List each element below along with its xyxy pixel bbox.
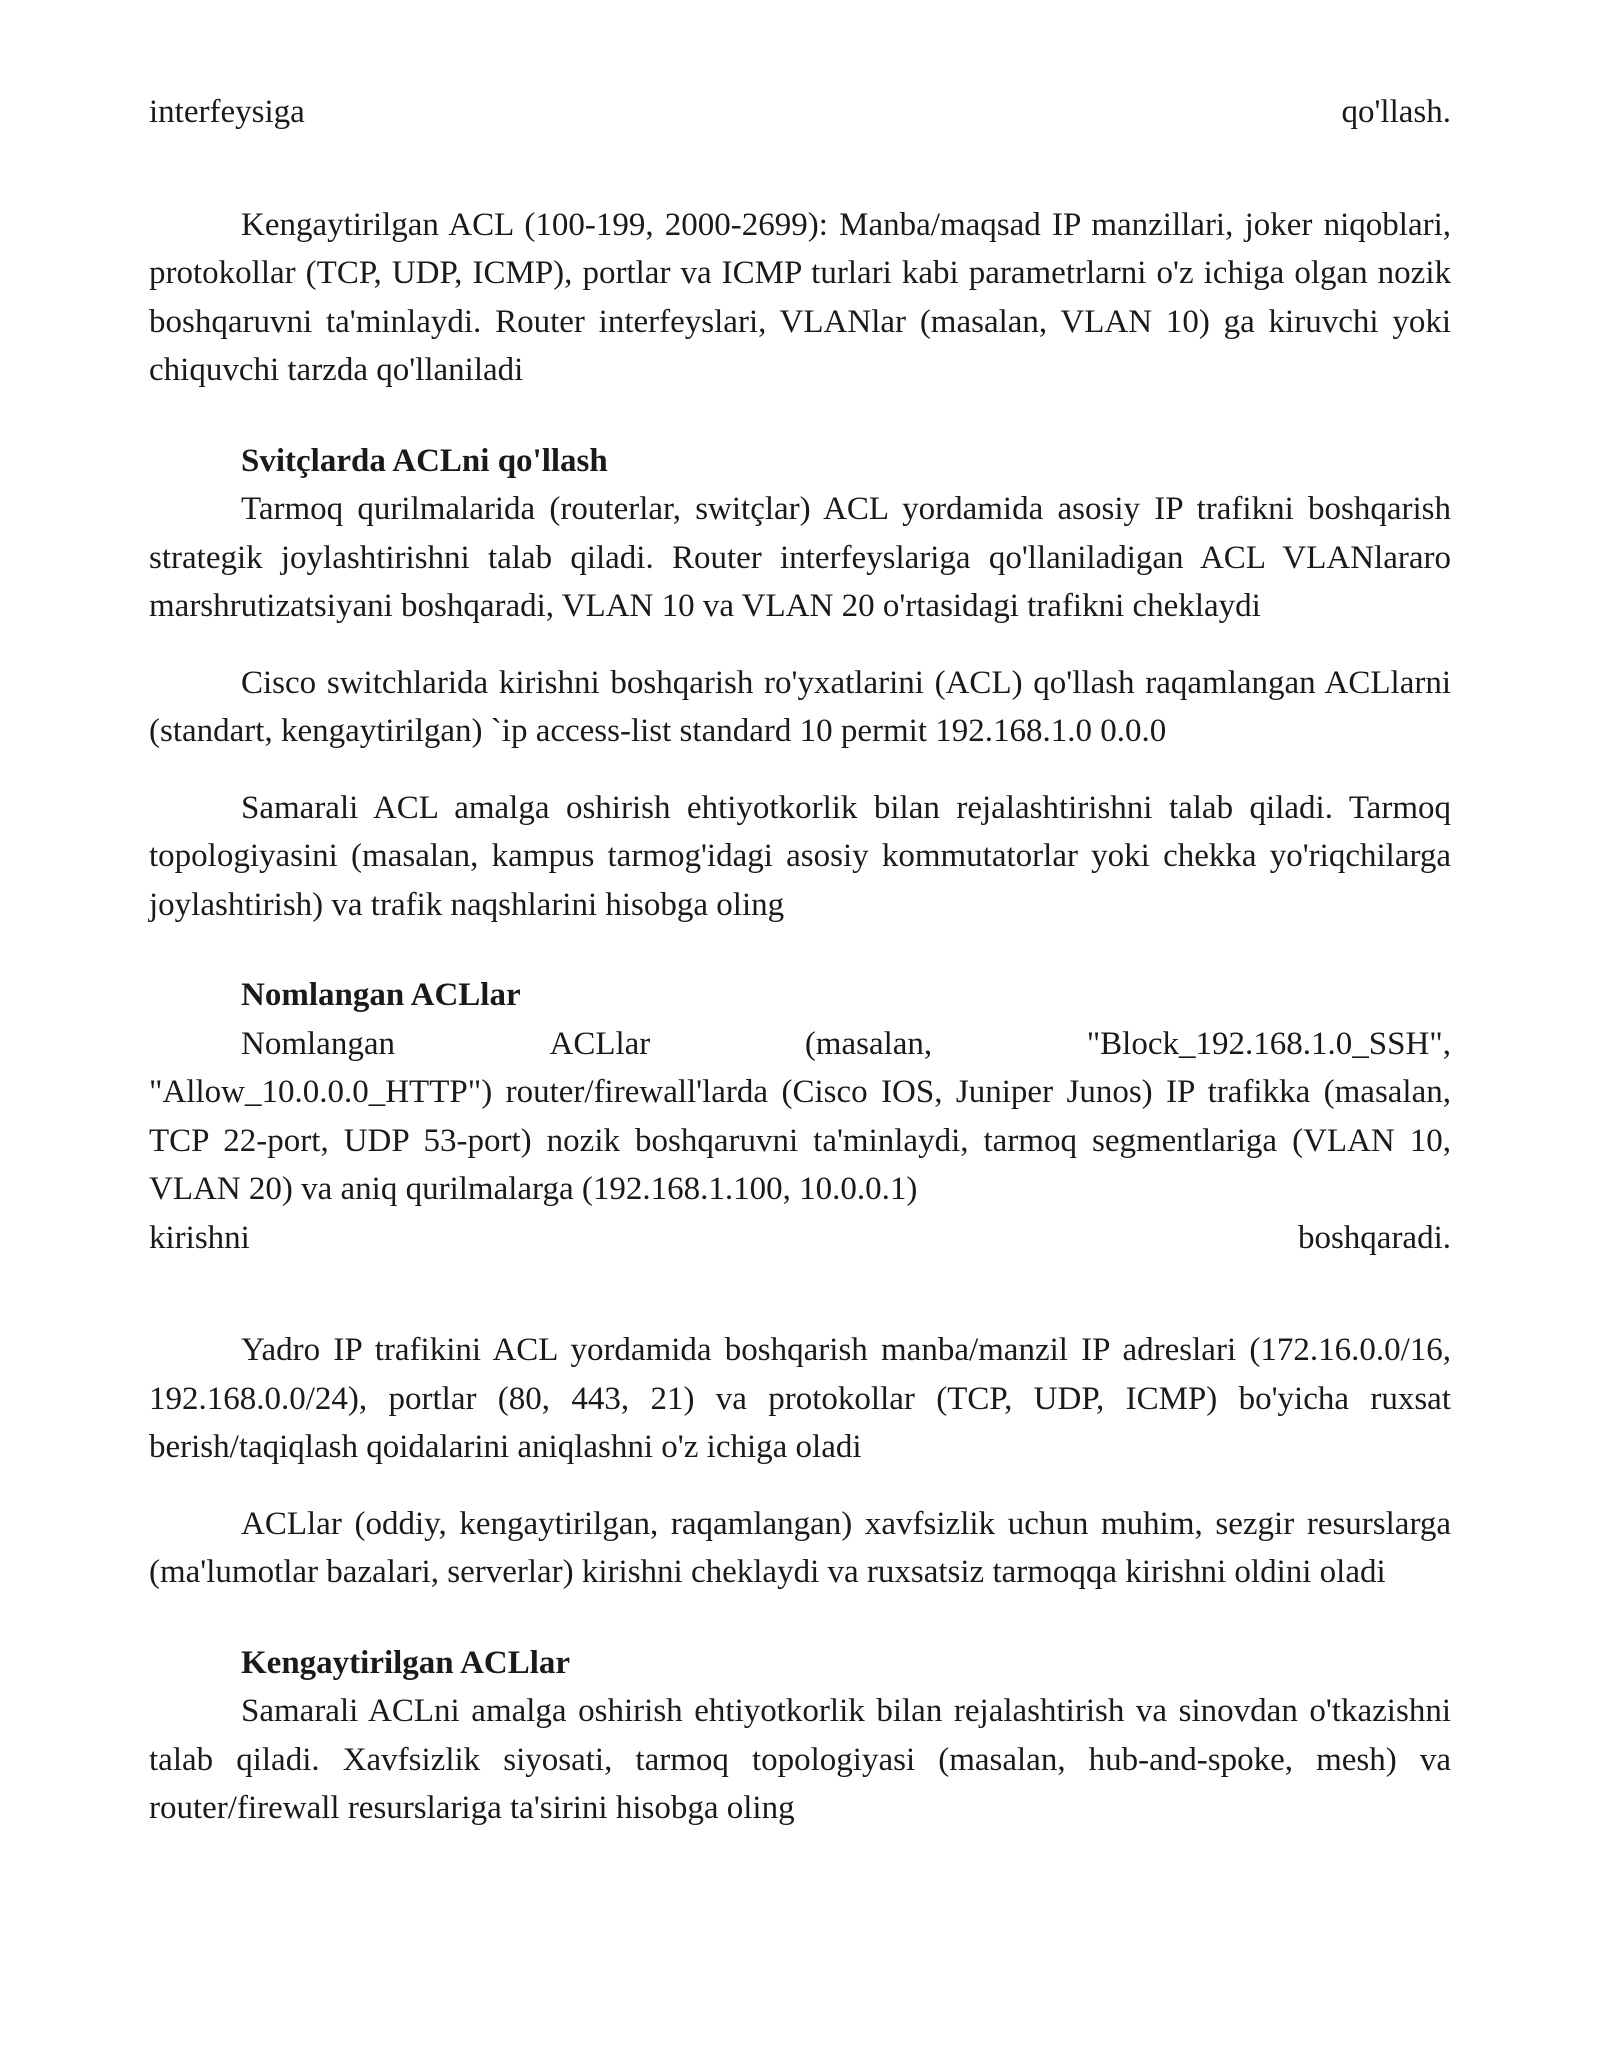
named-word-2: ACLlar [549, 1025, 651, 1062]
named-word-4: "Block_192.168.1.0_SSH", [1086, 1025, 1451, 1062]
paragraph-named-acl: "Allow_10.0.0.0_HTTP") router/firewall'larda (Cisco IOS, Juniper Junos) IP trafikka (masalan, TCP 22-port, UDP 53-port) nozik boshqaruvni ta'minlaydi, tarmoq segmentlariga (VLAN 10, VLAN 20) va aniq qurilmalarga (192.168.1.100, 10.0.0.1) [149, 1074, 1451, 1207]
paragraph-switches-2: Cisco switchlarida kirishni boshqarish ro'yxatlarini (ACL) qo'llash raqamlangan ACLlarni (standart, kengaytirilgan) `ip access-list standard 10 permit 192.168.1.0 0.0.0 [149, 664, 1451, 749]
continued-line-left: interfeysiga [149, 94, 305, 130]
paragraph-extended-acl-2: Samarali ACLni amalga oshirish ehtiyotkorlik bilan rejalashtirish va sinovdan o'tkazishni talab qiladi. Xavfsizlik siyosati, tarmoq topologiyasi (masalan, hub-and-spoke, mesh) va router/firewall resurslariga ta'sirini hisobga oling [149, 1693, 1451, 1826]
document-body [149, 88, 1451, 1833]
paragraph-extended-acl: Kengaytirilgan ACL (100-199, 2000-2699): Manba/maqsad IP manzillari, joker niqoblari, protokollar (TCP, UDP, ICMP), portlar va ICMP turlari kabi parametrlarni o'z ichiga olgan nozik boshqaruvni ta'minlaydi. Router interfeyslari, VLANlar (masalan, VLAN 10) ga kiruvchi yoki chiquvchi tarzda qo'llaniladi [149, 206, 1451, 388]
heading-named-acl: Nomlangan ACLlar [241, 977, 521, 1013]
paragraph-core-traffic: Yadro IP trafikini ACL yordamida boshqarish manba/manzil IP adreslari (172.16.0.0/16, 192.168.0.0/24), portlar (80, 443, 21) va protokollar (TCP, UDP, ICMP) bo'yicha ruxsat berish/taqiqlash qoidalarini aniqlashni o'z ichiga oladi [149, 1332, 1451, 1465]
named-last-right: boshqaradi. [1297, 1219, 1451, 1256]
paragraph-switches-1: Tarmoq qurilmalarida (routerlar, switçlar) ACL yordamida asosiy IP trafikni boshqarish strategik joylashtirishni talab qiladi. Router interfeyslariga qo'llaniladigan ACL VLANlararo marshrutizatsiyani boshqaradi, VLAN 10 va VLAN 20 o'rtasidagi trafikni cheklaydi [149, 491, 1451, 624]
named-last-left: kirishni [149, 1219, 250, 1256]
heading-extended-acl: Kengaytirilgan ACLlar [241, 1644, 571, 1681]
paragraph-security: ACLlar (oddiy, kengaytirilgan, raqamlangan) xavfsizlik uchun muhim, sezgir resurslarga (ma'lumotlar bazalari, serverlar) kirishni cheklaydi va ruxsatsiz tarmoqqa kirishni oldini oladi [149, 1505, 1451, 1590]
heading-switches: Svitçlarda ACLni qo'llash [241, 442, 608, 479]
named-word-3: (masalan, [804, 1025, 933, 1062]
continued-line-right: qo'llash. [1341, 94, 1451, 130]
continued-line [149, 88, 1451, 137]
named-word-1: Nomlangan [241, 1025, 395, 1062]
named-acl-first-line [149, 1020, 1451, 1069]
paragraph-switches-3: Samarali ACL amalga oshirish ehtiyotkorlik bilan rejalashtirishni talab qiladi. Tarmoq topologiyasini (masalan, kampus tarmog'idagi asosiy kommutatorlar yoki chekka yo'riqchilarga joylashtirish) va trafik naqshlarini hisobga oling [149, 789, 1451, 923]
named-acl-last-line [149, 1214, 1451, 1263]
